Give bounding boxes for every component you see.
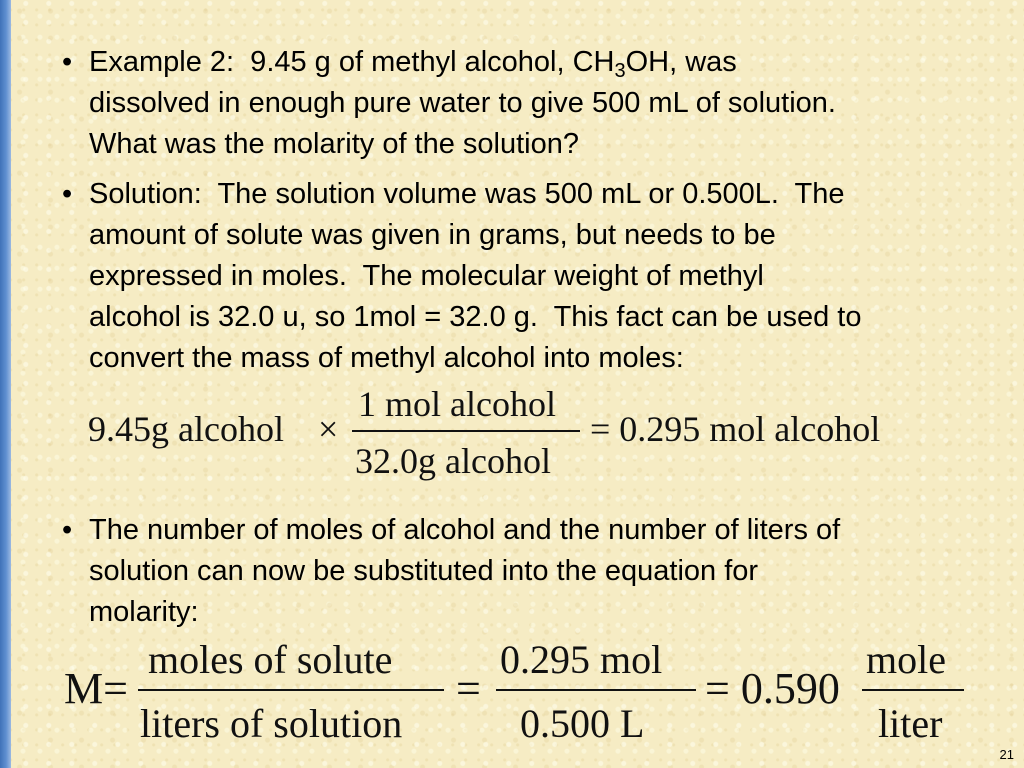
fraction-bar [496, 689, 696, 691]
fraction-numerator: 1 mol alcohol [358, 384, 556, 424]
fraction-denominator: liters of solution [140, 701, 403, 746]
fraction-denominator: 0.500 L [520, 701, 645, 746]
multiply-sign: × [318, 409, 339, 449]
bullet-line: molarity: [89, 596, 199, 628]
bullet-line: convert the mass of methyl alcohol into moles: [89, 342, 684, 374]
fraction-numerator: mole [866, 637, 946, 682]
bullet-line: The number of moles of alcohol and the number of liters of [89, 514, 841, 546]
fraction-denominator: liter [878, 701, 943, 746]
bullet-line: expressed in moles. The molecular weight of methyl [89, 260, 764, 292]
bullet-line: amount of solute was given in grams, but needs to be [89, 219, 776, 251]
page-number: 21 [999, 747, 1014, 762]
bullet-marker: • [62, 178, 73, 210]
bullet-line: What was the molarity of the solution? [89, 128, 580, 160]
equation-result: = 0.295 mol alcohol [590, 409, 881, 449]
equation-result: = 0.590 [705, 664, 840, 713]
equals-sign: = [456, 664, 481, 713]
fraction-bar [862, 689, 964, 691]
bullet-line: alcohol is 32.0 u, so 1mol = 32.0 g. This fact can be used to [89, 301, 862, 333]
bullet-line: Solution: The solution volume was 500 mL or 0.500L. The [89, 178, 845, 210]
bullet-line: dissolved in enough pure water to give 500 mL of solution. [89, 87, 836, 119]
fraction-bar [138, 689, 444, 691]
subscript: 3 [614, 60, 626, 82]
bullet-line-text: Example 2: 9.45 g of methyl alcohol, CH [89, 46, 615, 78]
fraction-denominator: 32.0g alcohol [355, 441, 551, 481]
bullet-marker: • [62, 514, 73, 546]
bullet-line: solution can now be substituted into the equation for [89, 555, 759, 587]
fraction-numerator: 0.295 mol [500, 637, 663, 682]
bullet-line-text: OH, was [625, 46, 737, 78]
bullet-marker: • [62, 46, 73, 78]
equation-lhs: 9.45g alcohol [88, 409, 284, 449]
molarity-symbol: M= [64, 664, 128, 713]
fraction-numerator: moles of solute [148, 637, 393, 682]
